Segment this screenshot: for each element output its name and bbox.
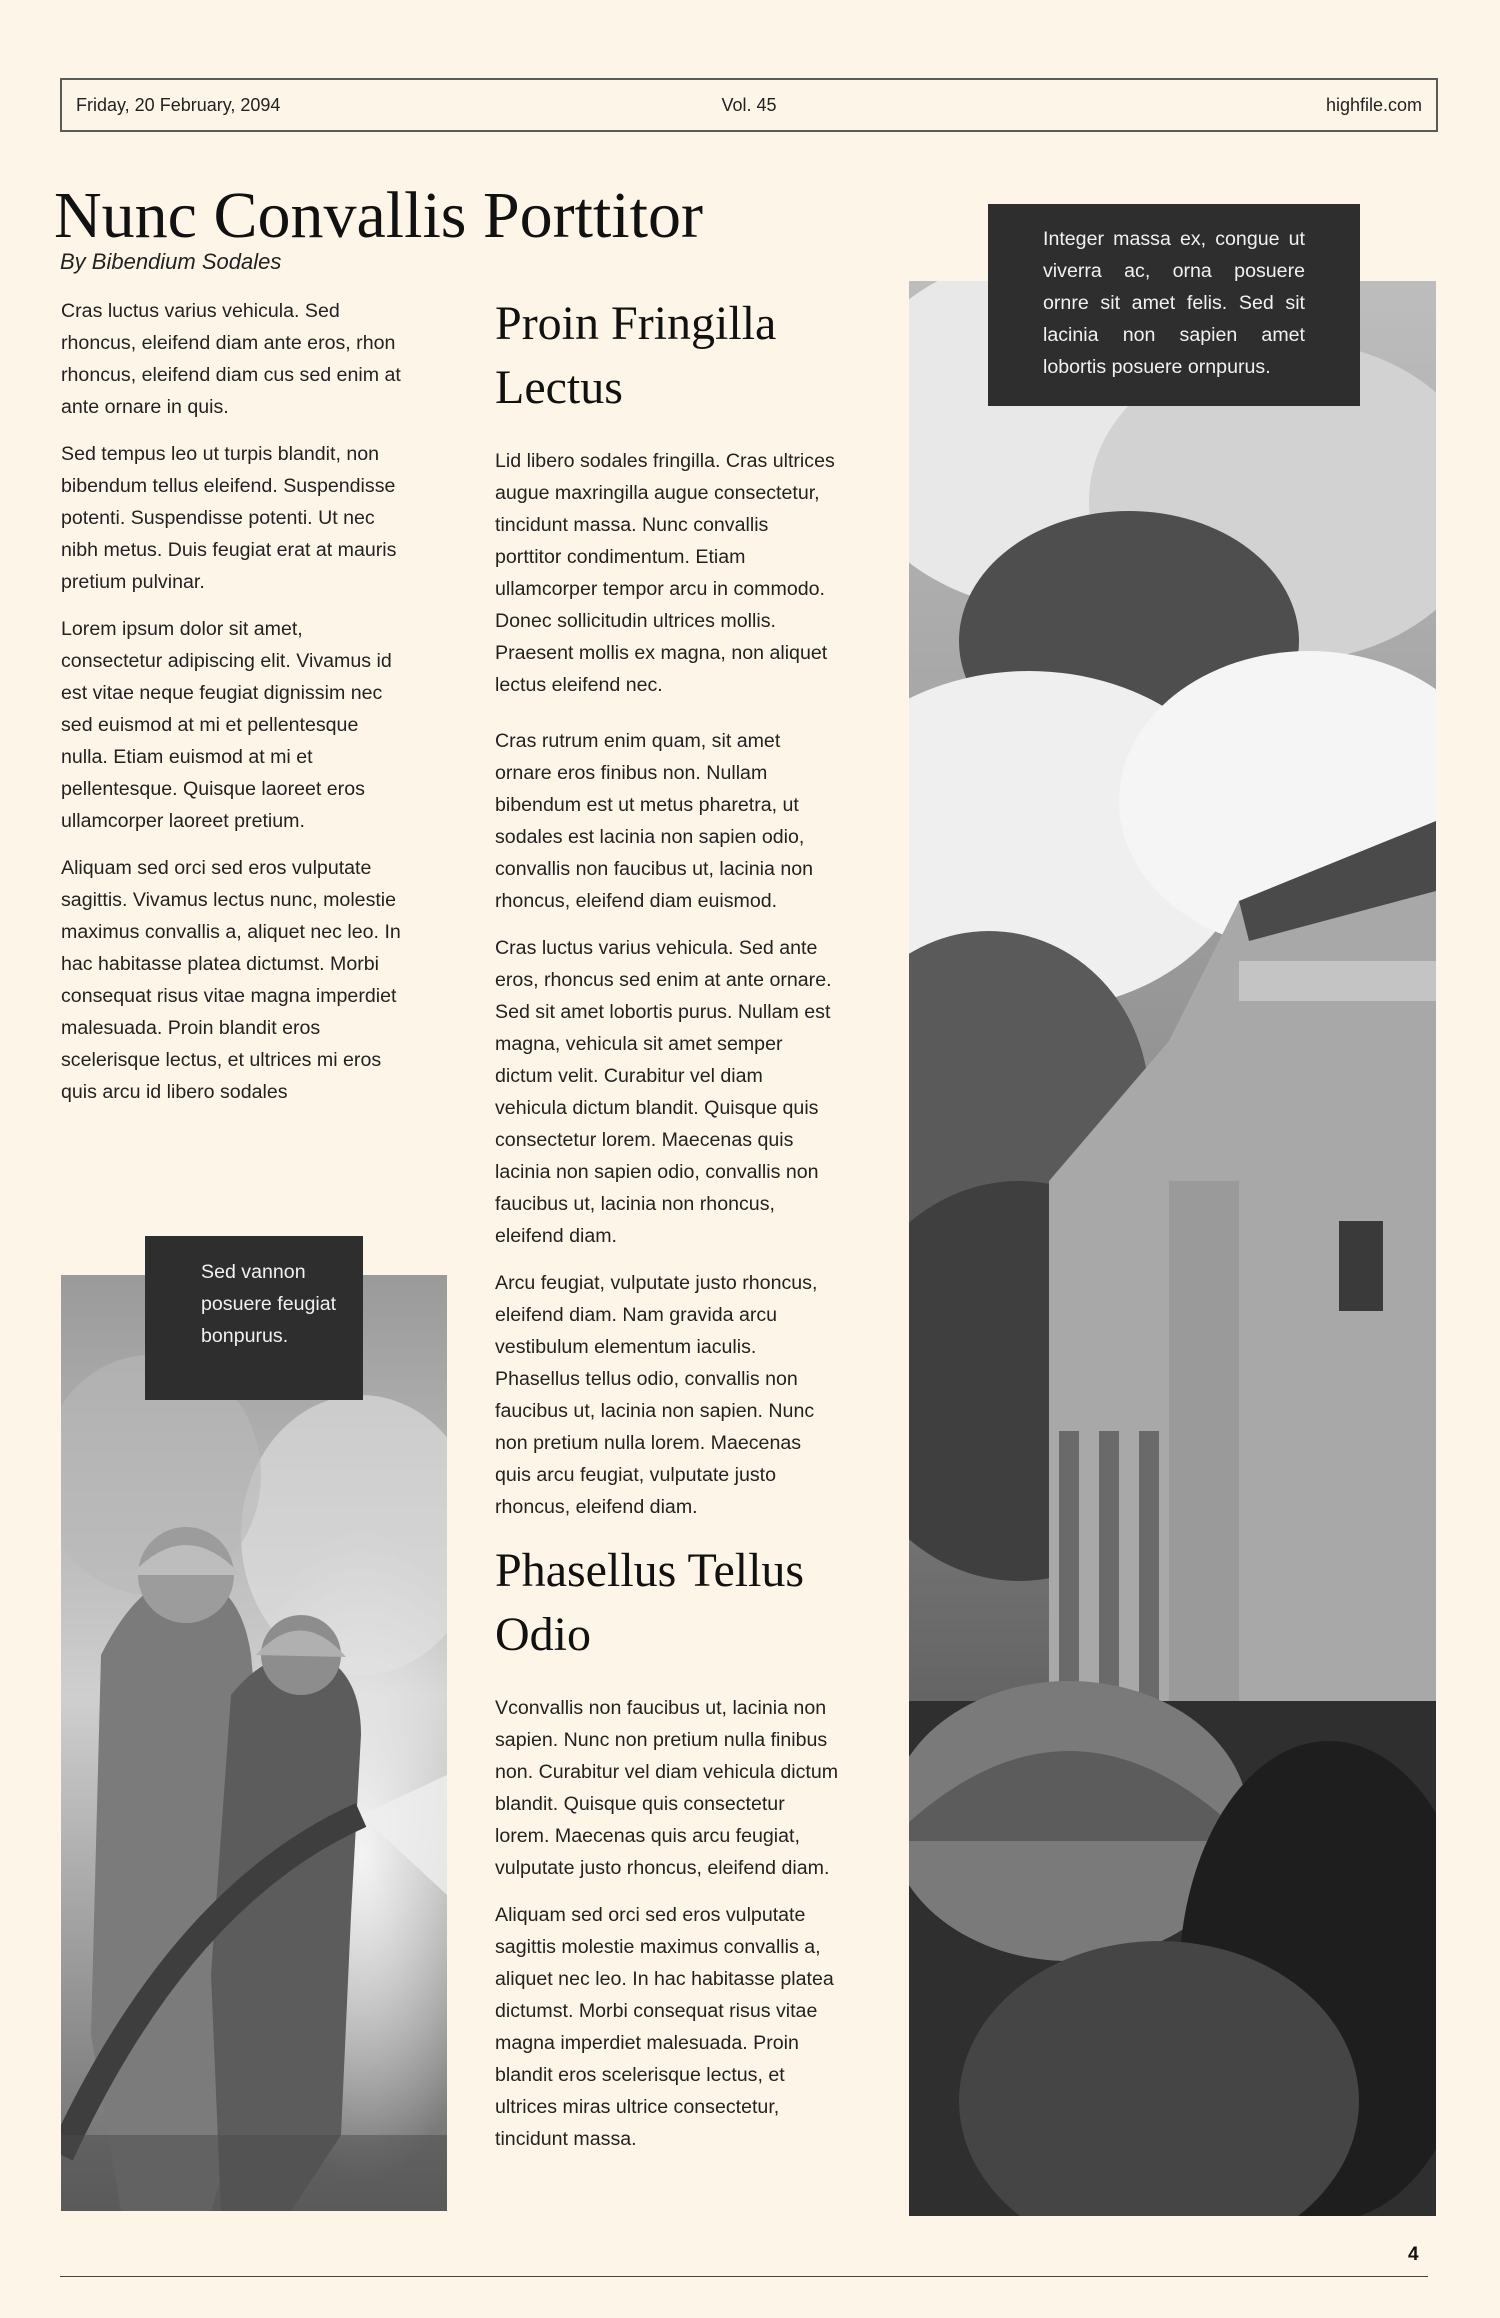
building-smoke-illustration	[909, 281, 1436, 2216]
photo-caption: Integer massa ex, congue ut viverra ac, orna posuere ornre sit amet felis. Sed sit lacinia non sapien amet lobortis posuere ornpurus.	[988, 204, 1360, 406]
section-heading: Phasellus Tellus Odio	[495, 1544, 805, 1661]
paragraph: Lorem ipsum dolor sit amet, consectetur adipiscing elit. Vivamus id est vitae neque feugiat dignissim nec sed euismod at mi et pellentesque nulla. Etiam euismod at mi et pellentesque. Quisque laoreet eros ullamcorper laoreet pretium.	[61, 618, 392, 832]
page-number: 4	[1408, 2244, 1419, 2265]
building-smoke-photo	[909, 281, 1436, 2216]
issue-date: Friday, 20 February, 2094	[76, 95, 281, 115]
column-2	[495, 292, 840, 2170]
byline: By Bibendium Sodales	[60, 249, 282, 274]
paragraph: Aliquam sed orci sed eros vulputate sagittis molestie maximus convallis a, aliquet nec leo. In hac habitasse platea dictumst. Morbi consequat risus vitae magna imperdiet malesuada. Proin blandit eros scelerisque lectus, et ultrices miras ultrice consectetur, tincidunt massa.	[495, 1904, 834, 2150]
firefighters-illustration	[61, 1275, 447, 2211]
volume-number: Vol. 45	[721, 95, 777, 115]
section-heading: Proin Fringilla Lectus	[495, 297, 777, 414]
firefighters-photo	[61, 1275, 447, 2211]
paragraph: Arcu feugiat, vulputate justo rhoncus, eleifend diam. Nam gravida arcu vestibulum elementum iaculis. Phasellus tellus odio, convallis non faucibus ut, lacinia non sapien. Nunc non pretium nulla lorem. Maecenas quis arcu feugiat, vulputate justo rhoncus, eleifend diam.	[495, 1272, 818, 1518]
footer-rule	[60, 2276, 1428, 2277]
masthead	[60, 78, 1438, 132]
column-1	[61, 295, 406, 1123]
paragraph: Sed tempus leo ut turpis blandit, non bibendum tellus eleifend. Suspendisse potenti. Suspendisse potenti. Ut nec nibh metus. Duis feugiat erat at mauris pretium pulvinar.	[61, 443, 397, 593]
site-name: highfile.com	[1325, 95, 1422, 115]
paragraph: Vconvallis non faucibus ut, lacinia non sapien. Nunc non pretium nulla finibus non. Curabitur vel diam vehicula dictum blandit. Quisque quis consectetur lorem. Maecenas quis arcu feugiat, vulputate justo rhoncus, eleifend diam.	[495, 1697, 839, 1879]
paragraph: Cras luctus varius vehicula. Sed ante eros, rhoncus sed enim at ante ornare. Sed sit amet lobortis purus. Nullam est magna, vehicula sit amet semper dictum velit. Curabitur vel diam vehicula dictum blandit. Quisque quis consectetur lorem. Maecenas quis lacinia non sapien odio, convallis non faucibus ut, lacinia non rhoncus, eleifend diam.	[495, 937, 832, 1247]
paragraph: Aliquam sed orci sed eros vulputate sagittis. Vivamus lectus nunc, molestie maximus convallis a, aliquet nec leo. In hac habitasse platea dictumst. Morbi consequat risus vitae magna imperdiet malesuada. Proin blandit eros scelerisque lectus, et ultrices mi eros quis arcu id libero sodales	[61, 857, 401, 1103]
photo-caption: Sed vannon posuere feugiat bonpurus.	[145, 1236, 363, 1400]
article-headline: Nunc Convallis Porttitor	[54, 179, 703, 252]
paragraph: Cras luctus varius vehicula. Sed rhoncus, eleifend diam ante eros, rhon rhoncus, eleifend diam cus sed enim at ante ornare in quis.	[61, 300, 401, 418]
paragraph: Lid libero sodales fringilla. Cras ultrices augue maxringilla augue consectetur, tincidunt massa. Nunc convallis porttitor condimentum. Etiam ullamcorper tempor arcu in commodo. Donec sollicitudin ultrices mollis. Praesent mollis ex magna, non aliquet lectus eleifend nec.	[495, 450, 835, 696]
paragraph: Cras rutrum enim quam, sit amet ornare eros finibus non. Nullam bibendum est ut metus pharetra, ut sodales est lacinia non sapien odio, convallis non faucibus ut, lacinia non rhoncus, eleifend diam euismod.	[495, 730, 814, 912]
